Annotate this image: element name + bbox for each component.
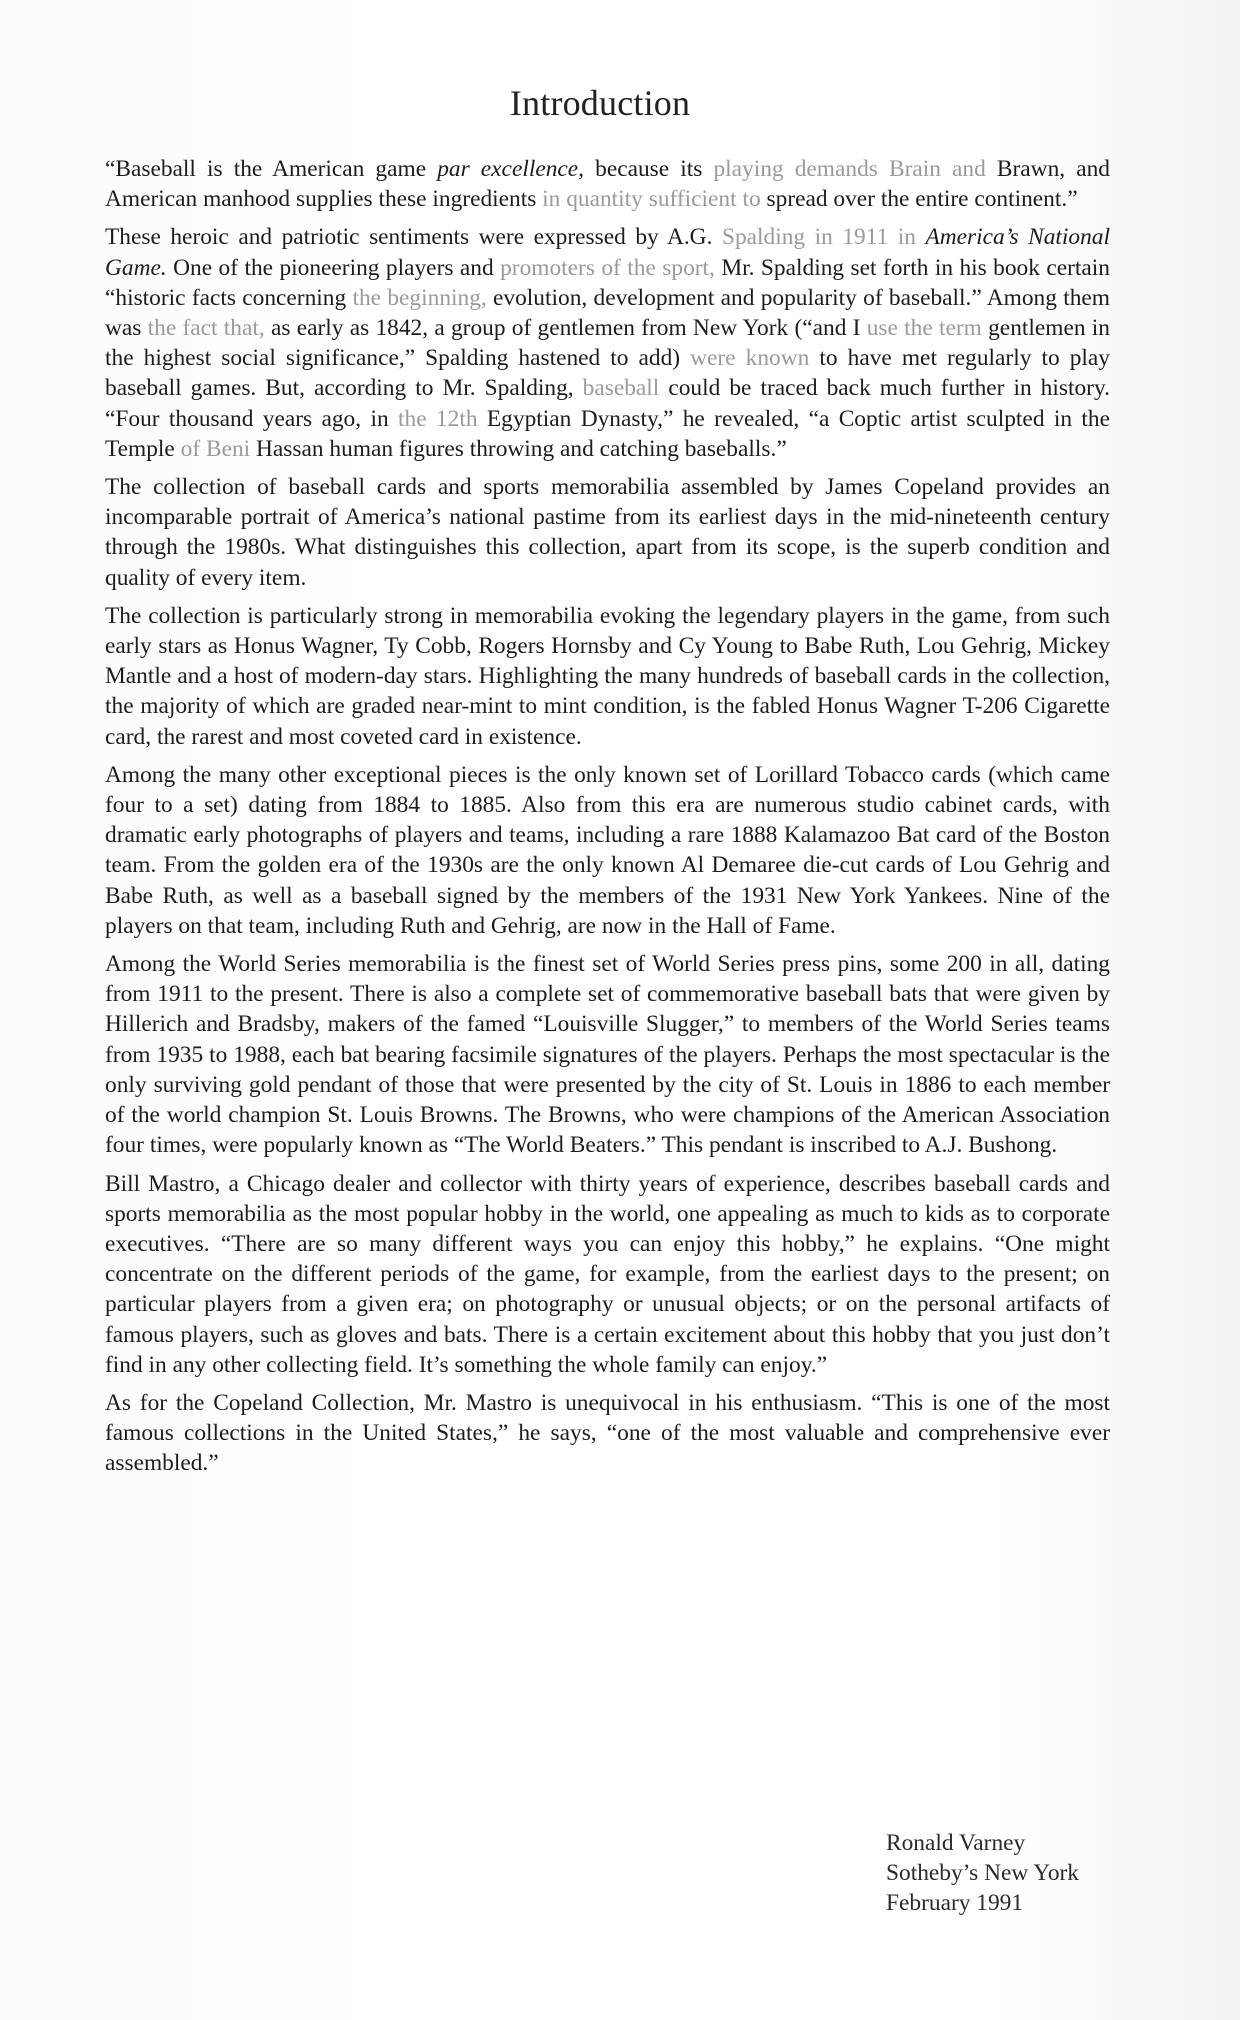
faded-text: were known [690, 345, 810, 372]
page-title: Introduction [509, 83, 691, 124]
faded-text: Spalding in 1911 in [721, 224, 916, 251]
paragraph-players [105, 601, 1110, 752]
text-run: Among the many other exceptional pieces is the only known set of Lorillard Tobacco cards (which came four to a set) dating from 1884 to 1885. Also from this era are numerous studio cabinet cards, with dramatic early photographs of players and teams, including a rare 1888 Kalamazoo Bat card of the Boston team. From the golden era of the 1930s are the only known Al Demaree die-cut cards of Lou Gehrig and Babe Ruth, as well as a baseball signed by the members of the 1931 New York Yankees. Nine of the players on that team, including Ruth and Gehrig, are now in the Hall of Fame. [105, 761, 1110, 939]
text-run: These heroic and patriotic sentiments were expressed by A.G. [105, 224, 722, 251]
text-run: One of the pioneering players and [166, 254, 501, 281]
signature-date: February 1991 [886, 1890, 1024, 1916]
italic-title: America’s National Game. [105, 224, 1110, 281]
faded-text: promoters of the sport, [500, 254, 715, 281]
text-run: Bill Mastro, a Chicago dealer and collector with thirty years of experience, describes baseball cards and sports memorabilia as the most popular hobby in the world, one appealing as much to kids as to corporate executives. “There are so many different ways you can enjoy this hobby,” he explains. “One might concentrate on the different periods of the game, for example, from the earliest days to the present; on particular players from a given era; on photography or unusual objects; or on the personal artifacts of famous players, such as gloves and bats. There is a certain excitement about this hobby that you just don’t find in any other collecting field. It’s something the whole family can enjoy.” [105, 1170, 1110, 1378]
faded-text: of Beni [180, 435, 251, 462]
text-run: Among the World Series memorabilia is the finest set of World Series press pins, some 200 in all, dating from 1911 to the present. There is also a complete set of commemorative baseball bats that were given by Hillerich and Bradsby, makers of the famed “Louisville Slugger,” to members of the World Series teams from 1935 to 1988, each bat bearing facsimile signatures of the players. Perhaps the most spectacular is the only surviving gold pendant of those that were presented by the city of St. Louis in 1886 to each member of the world champion St. Louis Browns. The Browns, who were champions of the American Association four times, were popularly known as “The World Beaters.” This pendant is inscribed to A.J. Bushong. [105, 951, 1110, 1159]
text-run: The collection is particularly strong in memorabilia evoking the legendary players in the game, from such early stars as Honus Wagner, Ty Cobb, Rogers Hornsby and Cy Young to Babe Ruth, Lou Gehrig, Mickey Mantle and a host of modern-day stars. Highlighting the many hundreds of baseball cards in the collection, the majority of which are graded near-mint to mint condition, is the fabled Honus Wagner T-206 Cigarette card, the rarest and most coveted card in existence. [105, 602, 1110, 750]
faded-text: playing demands Brain and [713, 156, 986, 182]
text-run: as early as 1842, a group of gentlemen from New York (“and I [264, 315, 867, 342]
text-run: gentlemen in the highest social significance,” Spalding hastened to add) [105, 315, 1110, 372]
faded-text: the 12th [398, 405, 478, 432]
paragraph-spalding [105, 222, 1110, 464]
text-run: Mr. Spalding set forth in his book certain “historic facts concerning [105, 254, 1111, 311]
faded-text: in quantity sufficient to [542, 186, 761, 213]
text-run: to have met regularly to play baseball games. But, according to Mr. Spalding, [105, 345, 1110, 402]
paragraph-closing [105, 1388, 1110, 1479]
text-run: spread over the entire continent.” [760, 186, 1078, 213]
author-organization: Sotheby’s New York [886, 1860, 1079, 1886]
paragraph-collection [105, 472, 1110, 593]
text-run: “Baseball is the American game [105, 156, 438, 182]
faded-text: use the term [866, 315, 982, 342]
body-text [105, 154, 1110, 1487]
paragraph-mastro [105, 1169, 1110, 1380]
paragraph-exceptional-pieces [105, 760, 1110, 941]
text-run: As for the Copeland Collection, Mr. Mastro is unequivocal in his enthusiasm. “This is one of the most famous collections in the United States,” he says, “one of the most valuable and comprehensive ever assembled.” [105, 1389, 1110, 1477]
faded-text: the beginning, [352, 284, 487, 311]
text-run: Brawn, and American manhood supplies these ingredients [105, 156, 1110, 213]
text-run: evolution, development and popularity of baseball.” Among them was [105, 284, 1110, 342]
text-run: could be traced back much further in history. “Four thousand years ago, in [105, 375, 1110, 432]
faded-text: the fact that, [147, 315, 265, 342]
signature-block [886, 1828, 1079, 1918]
text-run: The collection of baseball cards and sports memorabilia assembled by James Copeland provides an incomparable portrait of America’s national pastime from its earliest days in the mid-nineteenth century through the 1980s. What distinguishes this collection, apart from its scope, is the superb condition and quality of every item. [105, 474, 1110, 591]
faded-text: baseball [582, 375, 660, 402]
text-run: Hassan human figures throwing and catching baseballs.” [250, 435, 787, 462]
author-name: Ronald Varney [886, 1830, 1026, 1856]
paragraph-epigraph-quote [105, 154, 1110, 214]
text-run: Egyptian Dynasty,” he revealed, “a Coptic artist sculpted in the Temple [105, 405, 1110, 462]
italic-title: par excellence, [437, 156, 585, 182]
text-run: because its [584, 156, 714, 182]
paragraph-world-series [105, 949, 1110, 1160]
